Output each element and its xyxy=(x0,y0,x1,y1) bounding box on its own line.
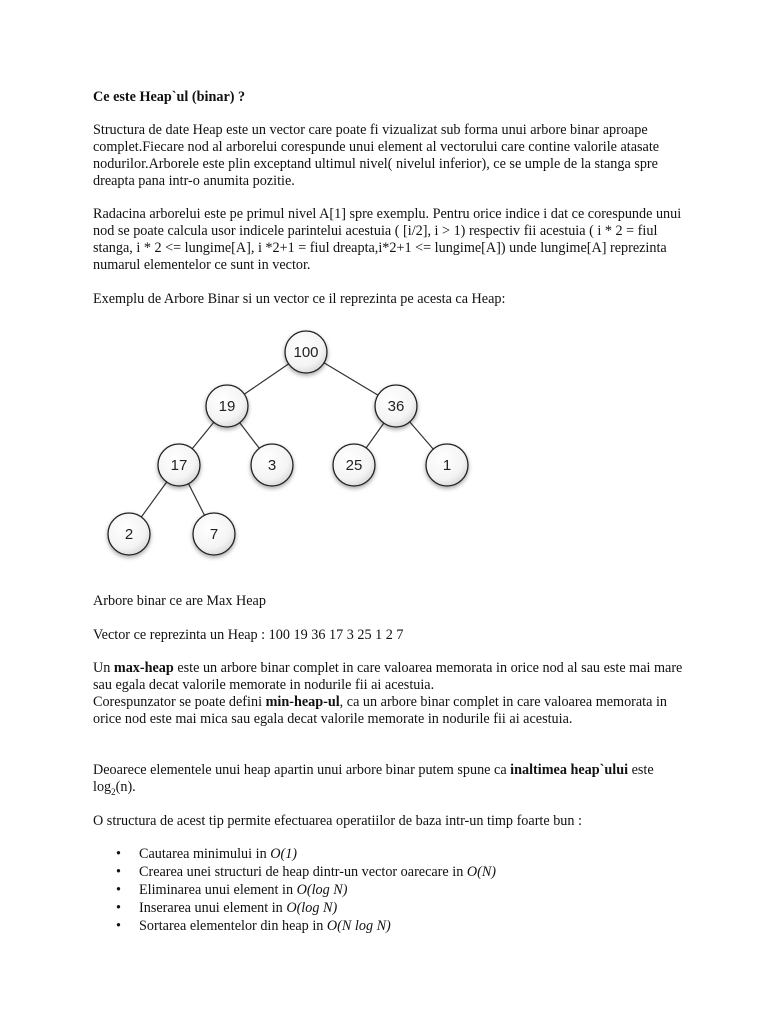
tree-node-3 xyxy=(158,444,200,486)
tree-node-label: 17 xyxy=(170,457,188,474)
complexity: O(N) xyxy=(466,864,497,880)
tree-node-label: 100 xyxy=(293,344,319,361)
complexity: O(log N) xyxy=(296,882,348,898)
term-heap-height: inaltimea heap`ului xyxy=(510,762,629,778)
tree-node-label: 2 xyxy=(124,526,134,543)
term-min-heap: min-heap-ul xyxy=(265,694,340,710)
list-item xyxy=(139,882,699,900)
complexity: O(1) xyxy=(270,846,298,862)
tree-node-label: 1 xyxy=(442,457,452,474)
text-run: Corespunzator se poate defini xyxy=(93,694,266,710)
text-run: , ca un arbore binar complet in care valoarea memorata in orice nod este mai mica sau egala decat valorile memorate in nodurile fii ai acestuia. xyxy=(93,694,668,727)
tree-node-8 xyxy=(193,513,235,555)
tree-node-7 xyxy=(108,513,150,555)
tree-node-6 xyxy=(426,444,468,486)
list-item xyxy=(139,918,699,936)
term-max-heap: max-heap xyxy=(113,660,174,676)
paragraph-example-intro: Exemplu de Arbore Binar si un vector ce il reprezinta pe acesta ca Heap: xyxy=(93,291,506,307)
tree-node-2 xyxy=(375,385,417,427)
paragraph-operations-intro: O structura de acest tip permite efectuarea operatiilor de baza intr-un timp foarte bun : xyxy=(93,813,582,829)
paragraph-definition: Structura de date Heap este un vector care poate fi vizualizat sub forma unui arbore binar aproape complet.Fiecare nod al arborelui corespunde unui element al vectorului care contine valorile atasate nodurilor.Arborele este plin exceptand ultimul nivel( nivelul inferior), ce se umple de la stanga spre dreapta pana intr-o anumita pozitie. xyxy=(93,122,660,189)
operation-text: Cautarea minimului in xyxy=(139,846,271,862)
text-run: este un arbore binar complet in care valoarea memorata in orice nod al sau este mai mare sau egala decat valorile memorate in nodurile fii ai acestuia. xyxy=(93,660,683,693)
text-run: Deoarece elementele unui heap apartin unui arbore binar putem spune ca xyxy=(93,762,511,778)
tree-node-5 xyxy=(333,444,375,486)
tree-edges xyxy=(129,352,447,534)
tree-node-label: 3 xyxy=(267,457,277,474)
complexity: O(log N) xyxy=(286,900,338,916)
tree-node-label: 36 xyxy=(387,398,405,415)
tree-node-1 xyxy=(206,385,248,427)
text-run: Un xyxy=(93,660,114,676)
paragraph-max-heap xyxy=(93,660,683,728)
tree-node-4 xyxy=(251,444,293,486)
list-item xyxy=(139,900,699,918)
tree-node-label: 19 xyxy=(218,398,236,415)
operation-text: Inserarea unui element in xyxy=(139,900,287,916)
operation-text: Sortarea elementelor din heap in xyxy=(139,918,327,934)
operation-text: Eliminarea unui element in xyxy=(139,882,297,898)
tree-node-label: 25 xyxy=(345,457,363,474)
complexity: O(N log N) xyxy=(326,918,391,934)
tree-node-label: 7 xyxy=(209,526,219,543)
operations-list xyxy=(93,846,699,936)
paragraph-indices: Radacina arborelui este pe primul nivel A[1] spre exemplu. Pentru orice indice i dat ce corespunde unui nod se poate calcula usor indicele parintelui acestuia ( [i/2], i > 1) respectiv fii acestuia ( i * 2 = fiul stanga, i * 2 <= lungime[A], i *2+1 = fiul dreapta,i*2+1 <= lungime[A]) unde lungime[A] reprezinta numarul elementelor ce sunt in vector. xyxy=(93,206,682,273)
diagram-caption: Arbore binar ce are Max Heap xyxy=(93,593,266,609)
heap-vector-line: Vector ce reprezinta un Heap : 100 19 36 17 3 25 1 2 7 xyxy=(93,627,404,643)
list-item xyxy=(139,864,699,882)
text-run: este log xyxy=(93,762,654,795)
binary-tree-diagram xyxy=(98,326,452,566)
operation-text: Crearea unei structuri de heap dintr-un vector oarecare in xyxy=(139,864,467,880)
page-title: Ce este Heap`ul (binar) ? xyxy=(93,89,246,105)
tree-node-0 xyxy=(285,331,327,373)
paragraph-height xyxy=(93,762,683,796)
list-item xyxy=(139,846,699,864)
log-base: 2 xyxy=(111,786,116,797)
text-run: (n). xyxy=(115,779,136,795)
